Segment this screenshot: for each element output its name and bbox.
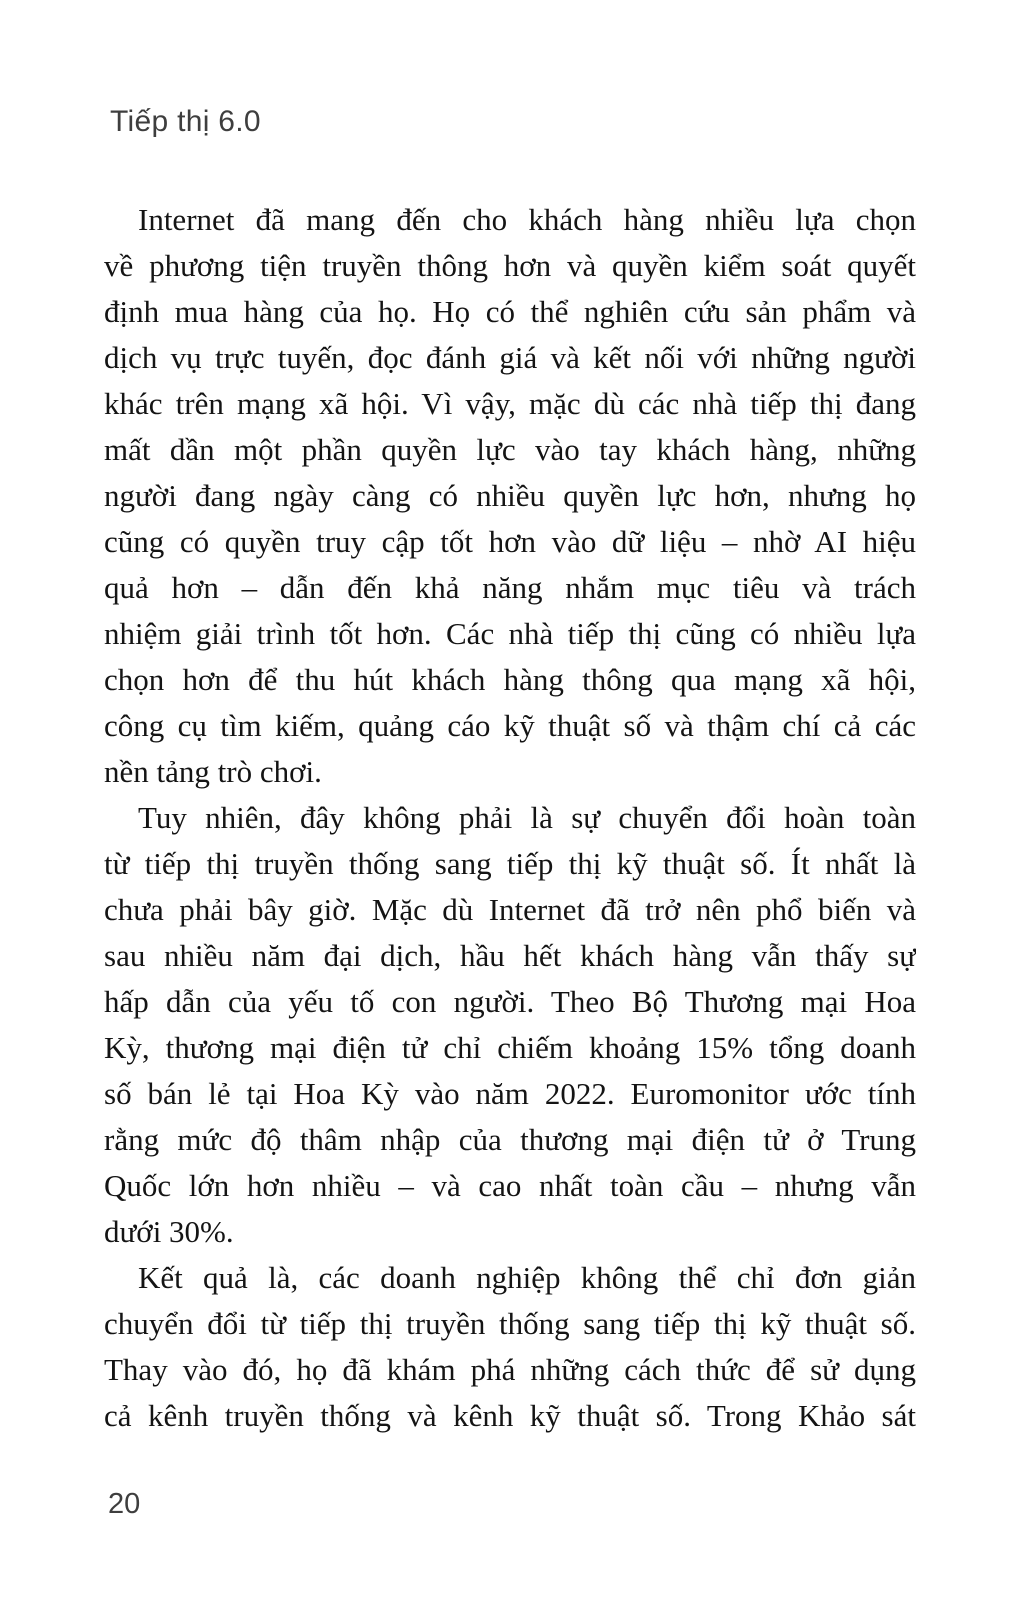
text-line: cả kênh truyền thống và kênh kỹ thuật số. Trong Khảo sát — [104, 1398, 916, 1433]
text-line: chọn hơn để thu hút khách hàng thông qua mạng xã hội, — [104, 662, 916, 697]
text-line: số bán lẻ tại Hoa Kỳ vào năm 2022. Euromonitor ước tính — [104, 1076, 916, 1111]
text-line: rằng mức độ thâm nhập của thương mại điện tử ở Trung — [104, 1122, 916, 1157]
paragraph — [104, 197, 916, 795]
text-line: mất dần một phần quyền lực vào tay khách hàng, những — [104, 432, 916, 467]
text-line: cũng có quyền truy cập tốt hơn vào dữ liệu – nhờ AI hiệu — [104, 524, 916, 559]
paragraph — [104, 1255, 916, 1439]
text-line: người đang ngày càng có nhiều quyền lực hơn, nhưng họ — [104, 478, 916, 513]
text-line: Quốc lớn hơn nhiều – và cao nhất toàn cầu – nhưng vẫn — [104, 1168, 916, 1203]
text-line: từ tiếp thị truyền thống sang tiếp thị kỹ thuật số. Ít nhất là — [104, 846, 916, 881]
text-line: dưới 30%. — [104, 1214, 234, 1249]
text-line: sau nhiều năm đại dịch, hầu hết khách hàng vẫn thấy sự — [104, 938, 916, 973]
text-line: Kết quả là, các doanh nghiệp không thể chỉ đơn giản — [138, 1260, 916, 1295]
running-header: Tiếp thị 6.0 — [110, 105, 261, 138]
text-line: Kỳ, thương mại điện tử chỉ chiếm khoảng 15% tổng doanh — [104, 1030, 916, 1065]
text-line: Thay vào đó, họ đã khám phá những cách thức để sử dụng — [104, 1352, 916, 1387]
text-line: Tuy nhiên, đây không phải là sự chuyển đổi hoàn toàn — [138, 800, 916, 835]
text-line: công cụ tìm kiếm, quảng cáo kỹ thuật số và thậm chí cả các — [104, 708, 916, 743]
text-line: nhiệm giải trình tốt hơn. Các nhà tiếp thị cũng có nhiều lựa — [104, 616, 916, 651]
page-number: 20 — [108, 1488, 141, 1520]
text-line: quả hơn – dẫn đến khả năng nhắm mục tiêu và trách — [104, 570, 916, 605]
text-line: Internet đã mang đến cho khách hàng nhiều lựa chọn — [138, 202, 916, 237]
text-line: chuyển đổi từ tiếp thị truyền thống sang tiếp thị kỹ thuật số. — [104, 1306, 916, 1341]
paragraph — [104, 795, 916, 1255]
body-text-block — [104, 197, 916, 1439]
text-line: định mua hàng của họ. Họ có thể nghiên cứu sản phẩm và — [104, 294, 916, 329]
text-line: nền tảng trò chơi. — [104, 754, 322, 789]
text-line: chưa phải bây giờ. Mặc dù Internet đã trở nên phổ biến và — [104, 892, 916, 927]
text-line: dịch vụ trực tuyến, đọc đánh giá và kết nối với những người — [104, 340, 916, 375]
text-line: về phương tiện truyền thông hơn và quyền kiểm soát quyết — [104, 248, 916, 283]
text-line: khác trên mạng xã hội. Vì vậy, mặc dù các nhà tiếp thị đang — [104, 386, 916, 421]
text-line: hấp dẫn của yếu tố con người. Theo Bộ Thương mại Hoa — [104, 984, 916, 1019]
